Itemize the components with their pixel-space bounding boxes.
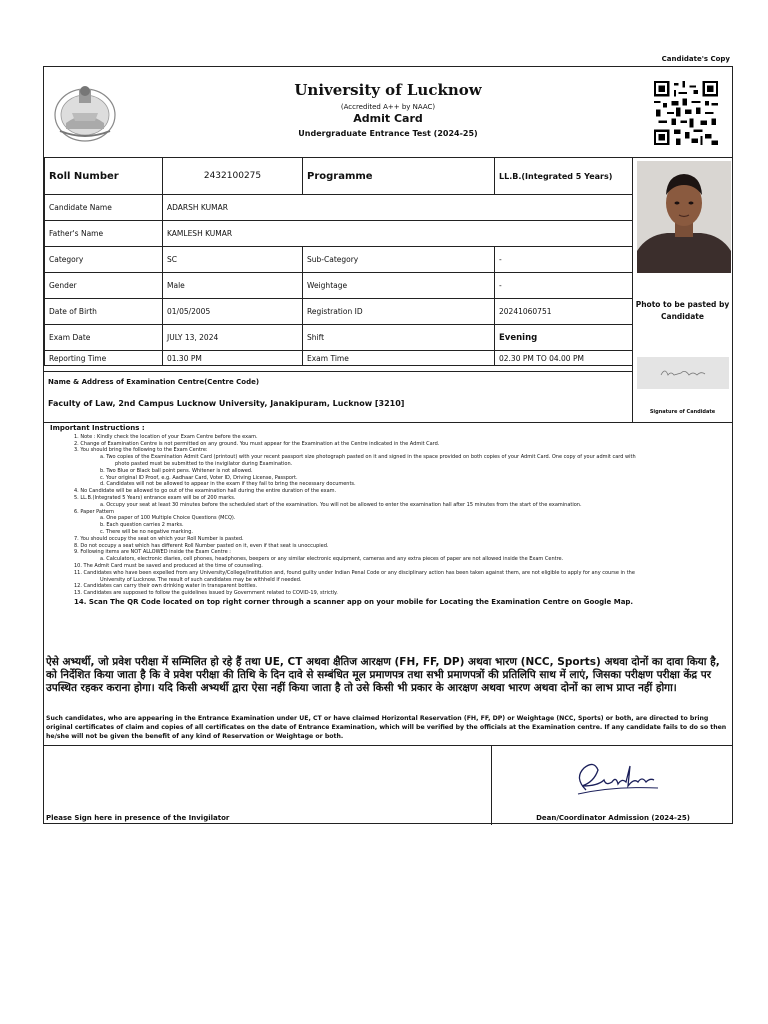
weightage-label: Weightage bbox=[303, 273, 495, 299]
shift-label: Shift bbox=[303, 325, 495, 351]
programme-label: Programme bbox=[303, 158, 495, 195]
subcategory-value: - bbox=[495, 247, 633, 273]
instruction-item: 11. Candidates who have been expelled from any University/College/Institution and, found guilty under Indian Penal Code or any disciplinary action has been taken against them, are not eligible to apply for any course in the bbox=[74, 569, 635, 576]
card-header bbox=[44, 67, 732, 158]
roll-number-value: 2432100275 bbox=[163, 158, 303, 195]
instruction-item: b. Each question carries 2 marks. bbox=[100, 522, 184, 529]
english-reservation-note: Such candidates, who are appearing in the Entrance Examination under UE, CT or have claimed Horizontal Reservation (FH, FF, DP) or Weightage (NCC, Sports) or both, are directed to bring original certificates of claim and copies of all certificates on the date of Entrance Examination, which will be verified by the officials at the Examination centre. If any candidate fails to do so then he/she will not be given the benefit of any kind of Reservation or Weightage or both. bbox=[46, 715, 727, 740]
instruction-item: 1. Note : Kindly check the location of your Exam Centre before the exam. bbox=[74, 433, 258, 440]
instruction-item: b. Two Blue or Black ball point pens. Whitener is not allowed. bbox=[100, 467, 253, 474]
candidate-copy-label: Candidate's Copy bbox=[661, 55, 730, 63]
exam-date-label: Exam Date bbox=[45, 325, 163, 351]
category-value: SC bbox=[163, 247, 303, 273]
exam-centre-value: Faculty of Law, 2nd Campus Lucknow University, Janakipuram, Lucknow [3210] bbox=[48, 399, 405, 408]
instruction-item: photo pasted must be submitted to the invigilator during Examination. bbox=[115, 460, 293, 467]
exam-date-value: JULY 13, 2024 bbox=[163, 325, 303, 351]
instruction-item: 13. Candidates are supposed to follow the guidelines issued by Government related to COVID-19, strictly. bbox=[74, 590, 338, 597]
gender-label: Gender bbox=[45, 273, 163, 299]
table-row bbox=[45, 195, 633, 221]
dob-label: Date of Birth bbox=[45, 299, 163, 325]
test-name: Undergraduate Entrance Test (2024-25) bbox=[298, 129, 478, 138]
invigilator-sign-label: Please Sign here in presence of the Invigilator bbox=[46, 814, 230, 822]
roll-number-label: Roll Number bbox=[45, 158, 163, 195]
signature-caption: Signature of Candidate bbox=[649, 409, 716, 415]
instruction-item: a. One paper of 100 Multiple Choice Questions (MCQ). bbox=[100, 515, 236, 522]
instruction-item-14: 14. Scan The QR Code located on top right corner through a scanner app on your mobile for Locating the Examination Centre on Google Map. bbox=[74, 597, 634, 606]
table-row bbox=[45, 247, 633, 273]
instruction-item: 12. Candidates can carry their own drinking water in transparent bottles. bbox=[74, 583, 258, 590]
candidate-signature-image bbox=[637, 357, 729, 389]
instruction-item: 5. LL.B.(Integrated 5 Years) entrance exam will be of 200 marks. bbox=[74, 494, 236, 501]
subcategory-label: Sub-Category bbox=[303, 247, 495, 273]
reporting-time-label: Reporting Time bbox=[45, 351, 163, 366]
dean-signature-image bbox=[564, 756, 684, 802]
shift-value: Evening bbox=[495, 325, 633, 351]
table-row bbox=[45, 351, 633, 366]
programme-value: LL.B.(Integrated 5 Years) bbox=[495, 158, 633, 195]
father-name-value: KAMLESH KUMAR bbox=[163, 221, 633, 247]
exam-centre-label: Name & Address of Examination Centre(Centre Code) bbox=[48, 378, 260, 386]
candidate-details-table bbox=[44, 157, 633, 366]
category-label: Category bbox=[45, 247, 163, 273]
instruction-item: University of Lucknow. The result of such candidates may be withheld if needed. bbox=[100, 576, 302, 583]
admit-card-title: Admit Card bbox=[353, 112, 423, 125]
exam-centre-box bbox=[44, 371, 632, 423]
instruction-item: a. Two copies of the Examination Admit Card (printout) with your recent passport size photograph pasted on it and signed in the space provided on both copies of your Admit Card. One copy of your admit card with bbox=[100, 454, 636, 461]
candidate-name-value: ADARSH KUMAR bbox=[163, 195, 633, 221]
instruction-item: a. Calculators, electronic diaries, cell phones, headphones, beepers or any similar electronic equipment, cameras and any extra pieces of paper are not allowed inside the Exam Centre. bbox=[100, 556, 564, 563]
table-row bbox=[45, 158, 633, 195]
exam-time-label: Exam Time bbox=[303, 351, 495, 366]
instructions-title: Important Instructions : bbox=[50, 424, 145, 432]
important-instructions bbox=[50, 425, 730, 607]
instruction-item: 3. You should bring the following to the Exam Centre: bbox=[74, 447, 208, 454]
instruction-item: d. Candidates will not be allowed to appear in the exam if they fail to bring the necessary documents. bbox=[100, 481, 356, 488]
dob-value: 01/05/2005 bbox=[163, 299, 303, 325]
photo-caption: Photo to be pasted by Candidate bbox=[635, 300, 730, 321]
instruction-item: a. Occupy your seat at least 30 minutes before the scheduled start of the examination. You will not be allowed to enter the examination hall after 15 minutes from the start of the examination. bbox=[100, 501, 582, 508]
registration-id-label: Registration ID bbox=[303, 299, 495, 325]
table-row bbox=[45, 273, 633, 299]
table-row bbox=[45, 299, 633, 325]
instruction-item: c. There will be no negative marking. bbox=[100, 528, 194, 535]
university-title: University of Lucknow bbox=[294, 81, 482, 99]
instruction-item: 9. Following items are NOT ALLOWED inside the Exam Centre : bbox=[74, 549, 231, 556]
registration-id-value: 20241060751 bbox=[495, 299, 633, 325]
candidate-name-label: Candidate Name bbox=[45, 195, 163, 221]
reporting-time-value: 01.30 PM bbox=[163, 351, 303, 366]
table-row bbox=[45, 221, 633, 247]
candidate-signature-box bbox=[632, 355, 732, 423]
instruction-item: 6. Paper Pattern bbox=[74, 508, 115, 515]
instruction-item: c. Your original ID Proof, e.g. Aadhaar Card, Voter ID, Driving License, Passport. bbox=[100, 474, 298, 481]
photo-box bbox=[632, 157, 732, 355]
instruction-item: 2. Change of Examination Centre is not permitted on any ground. You must appear for the Examination at the Centre indicated in the Admit Card. bbox=[74, 440, 440, 447]
instruction-item: 7. You should occupy the seat on which your Roll Number is pasted. bbox=[74, 535, 244, 542]
instruction-item: 4. No Candidate will be allowed to go out of the examination hall during the entire duration of the exam. bbox=[74, 488, 337, 495]
hindi-reservation-note: ऐसे अभ्यर्थी, जो प्रवेश परीक्षा में सम्मिलित हो रहे हैं तथा UE, CT अथवा क्षैतिज आरक्षण (FH, FF, DP) अथवा भारण (NCC, Sports) अथवा दोनों का दावा किया है, को निर्देशित किया जाता है कि वे प्रवेश परीक्षा की तिथि के दिन दावे से सम्बंधित मूल प्रमाणपत्र तथा सभी प्रमाणपत्रों की प्रतिलिपि साथ में लाएं, जिसका परीक्षण परीक्षा केंद्र पर उपस्थित रहकर कराना होगा। यदि किसी अभ्यर्थी द्वारा ऐसा नहीं किया जाता है तो उसे किसी भी प्रकार के आरक्षण अथवा भारण अथवा दोनों का लाभ प्राप्त नहीं होगा। bbox=[46, 656, 720, 694]
gender-value: Male bbox=[163, 273, 303, 299]
dean-label: Dean/Coordinator Admission (2024-25) bbox=[536, 814, 690, 822]
instructions-list bbox=[50, 434, 730, 597]
accreditation-text: (Accredited A++ by NAAC) bbox=[340, 103, 436, 111]
candidate-photo bbox=[637, 161, 731, 273]
footer-divider bbox=[491, 746, 492, 825]
admit-card bbox=[43, 66, 733, 824]
signature-footer bbox=[44, 745, 732, 825]
instruction-item: 10. The Admit Card must be saved and produced at the time of counseling. bbox=[74, 562, 263, 569]
qr-code-icon[interactable] bbox=[654, 81, 718, 145]
instruction-item: 8. Do not occupy a seat which has different Roll Number pasted on it, even if that seat is unoccupied. bbox=[74, 542, 329, 549]
father-name-label: Father's Name bbox=[45, 221, 163, 247]
table-row bbox=[45, 325, 633, 351]
weightage-value: - bbox=[495, 273, 633, 299]
exam-time-value: 02.30 PM TO 04.00 PM bbox=[495, 351, 633, 366]
